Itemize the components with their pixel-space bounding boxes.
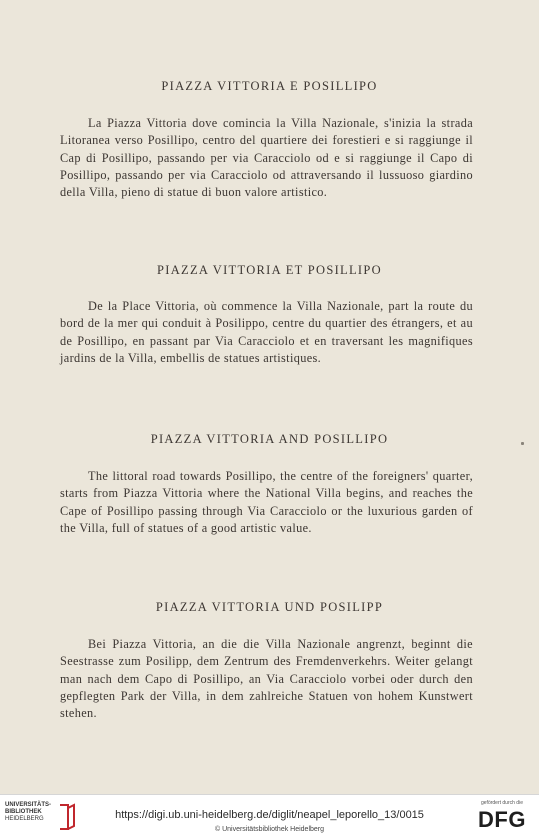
section-heading: PIAZZA VITTORIA AND POSILLIPO [150,432,389,446]
section-heading: PIAZZA VITTORIA ET POSILLIPO [157,263,382,277]
paper-speck [521,442,524,445]
section-heading: PIAZZA VITTORIA UND POSILIPP [155,600,384,614]
section-paragraph: La Piazza Vittoria dove comincia la Villa Nazionale, s'inizia la strada Litoranea verso Posillipo, centro del quartiere dei forestieri e si raggiunge il Cap di Posillipo, passando per via Caracciolo od e si raggiunge il Capo di Posillipo, passando per via Caracciolo od attraversando il lussuoso giardino della Villa, pieno di statue di buon valore artistico. [60,116,473,200]
funder-logo-text: DFG [478,807,526,832]
funder-caption: gefördert durch die [481,800,523,806]
section-paragraph: De la Place Vittoria, où commence la Villa Nazionale, part la route du bord de la mer qui conduit à Posilippo, centre du quartier des étrangers, et au de Posillipo, en passant par Via Caracciolo et en traversant les magnifiques jardins de la Villa, embellis de statues artistiques. [60,299,473,365]
library-name-line: HEIDELBERG [5,816,44,822]
section-heading: PIAZZA VITTORIA E POSILLIPO [161,79,378,93]
library-name-line: UNIVERSITÄTS- [5,802,52,808]
section-paragraph: Bei Piazza Vittoria, an die die Villa Nazionale angrenzt, beginnt die Seestrasse zum Posilipp, dem Zentrum des Fremdenverkehrs. Weiter gelangt man nach dem Capo di Posillipo, an Via Caracciolo vorbei oder durch den gepflegten Park der Villa, in dem zahlreiche Statuen von hohem Kunstwert stehen. [60,637,473,721]
copyright-notice: © Universitätsbibliothek Heidelberg [214,826,325,833]
page-url-link[interactable]: https://digi.ub.uni-heidelberg.de/diglit/neapel_leporello_13/0015 [115,809,424,821]
viewer-footer [0,794,539,837]
section-paragraph: The littoral road towards Posillipo, the centre of the foreigners' quarter, starts from Piazza Vittoria where the National Villa begins, and reaches the Cape of Posillipo passing through Via Caracciolo or the luxurious garden of the Villa, full of statues of a good artistic value. [60,469,473,535]
dfg-logo[interactable] [473,800,531,834]
library-name-line: BIBLIOTHEK [5,809,42,815]
